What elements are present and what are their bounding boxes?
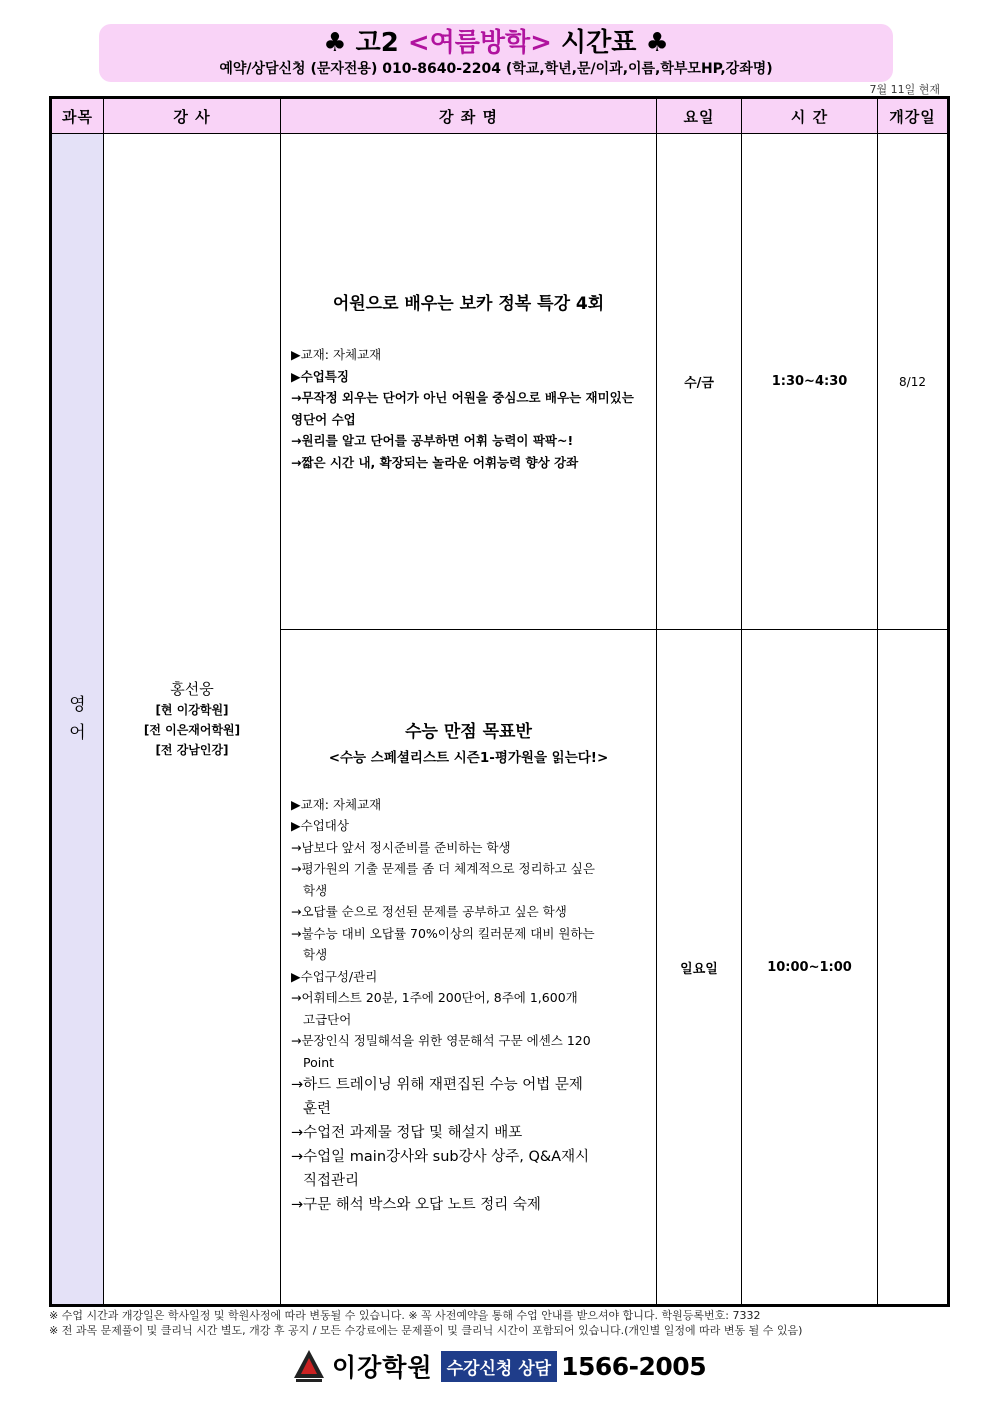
subject-cell xyxy=(51,134,104,1306)
course-line: ▶수업구성/관리 xyxy=(291,968,378,984)
teacher-career: [현 이강학원] xyxy=(155,703,229,717)
course-line: →하드 트레이닝 위해 재편집된 수능 어법 문제 xyxy=(291,1077,583,1094)
course-line: →남보다 앞서 정시준비를 준비하는 학생 xyxy=(291,839,511,855)
table-header-row xyxy=(51,98,949,134)
start-cell xyxy=(878,630,949,1306)
time-cell: 1:30~4:30 xyxy=(742,134,878,630)
subject-char-2: 어 xyxy=(69,723,86,743)
course-line: →무작정 외우는 단어가 아닌 어원을 중심으로 배우는 재미있는 영단어 수업 xyxy=(291,390,634,427)
footnote: ※ 수업 시간과 개강일은 학사일정 및 학원사정에 따라 변동될 수 있습니다. ※ 꼭 사전예약을 통해 수업 안내를 받으셔야 합니다. 학원등록번호: 7332 xyxy=(49,1309,761,1322)
col-days: 요일 xyxy=(657,98,742,134)
col-start: 개강일 xyxy=(878,98,949,134)
teacher-cell xyxy=(104,134,281,1306)
academy-logo-icon xyxy=(290,1348,328,1384)
academy-name: 이강학원 xyxy=(332,1353,433,1382)
course-line: ▶수업대상 xyxy=(291,818,349,834)
course-line: →불수능 대비 오답률 70%이상의 킬러문제 대비 원하는 xyxy=(291,925,595,941)
col-time: 시 간 xyxy=(742,98,878,134)
course-line: ▶교재: 자체교재 xyxy=(291,347,382,362)
course-line: →구문 해석 박스와 오답 노트 정리 숙제 xyxy=(291,1197,541,1214)
teacher-name: 홍선웅 xyxy=(170,680,214,698)
col-teacher: 강 사 xyxy=(104,98,281,134)
course-line: →문장인식 정밀해석을 위한 영문해석 구문 에센스 120 xyxy=(291,1033,591,1049)
course-line: →수업일 main강사와 sub강사 상주, Q&A재시 xyxy=(291,1149,590,1166)
days-cell: 일요일 xyxy=(657,630,742,1306)
course-line: 학생 xyxy=(303,882,328,898)
footnote: ※ 전 과목 문제풀이 및 클리닉 시간 별도, 개강 후 공지 / 모든 수강료에는 문제풀이 및 클리닉 시간이 포함되어 있습니다.(개인별 일정에 따라 변동 될 수 있음) xyxy=(49,1324,803,1337)
course-title: 수능 만점 목표반 xyxy=(405,721,532,742)
course-line: 고급단어 xyxy=(303,1011,352,1027)
course-line: 직접관리 xyxy=(303,1173,360,1190)
grade-label: 고2 xyxy=(355,28,399,58)
course-line: →오답률 순으로 정선된 문제를 공부하고 싶은 학생 xyxy=(291,904,567,920)
title-banner xyxy=(99,24,893,82)
course-line: ▶수업특징 xyxy=(291,368,349,384)
days-cell: 수/금 xyxy=(657,134,742,630)
course-line: →평가원의 기출 문제를 좀 더 체계적으로 정리하고 싶은 xyxy=(291,861,595,877)
academy-footer xyxy=(290,1348,706,1384)
course-line: →짧은 시간 내, 확장되는 놀라운 어휘능력 향상 강좌 xyxy=(291,454,579,470)
club-icon-left: ♣ xyxy=(323,28,347,58)
course-line: Point xyxy=(303,1054,335,1070)
teacher-career: [전 이은재어학원] xyxy=(143,723,241,737)
table-row xyxy=(51,134,949,630)
as-of-date: 7월 11일 현재 xyxy=(869,83,940,96)
season-label: <여름방학> xyxy=(407,28,552,58)
start-cell: 8/12 xyxy=(878,134,949,630)
course-title: 어원으로 배우는 보카 정복 특강 4회 xyxy=(332,294,605,314)
title-tail: 시간표 xyxy=(561,28,637,58)
course-line: →원리를 알고 단어를 공부하면 어휘 능력이 팍팍~! xyxy=(291,433,574,448)
schedule-table xyxy=(49,96,950,1307)
club-icon-right: ♣ xyxy=(645,28,669,58)
page-title xyxy=(99,24,893,60)
academy-phone: 1566-2005 xyxy=(561,1351,707,1381)
course-cell xyxy=(281,630,657,1306)
course-line: ▶교재: 자체교재 xyxy=(291,796,382,812)
subject-char-1: 영 xyxy=(69,695,86,715)
time-cell: 10:00~1:00 xyxy=(742,630,878,1306)
col-subject: 과목 xyxy=(51,98,104,134)
course-subtitle: <수능 스페셜리스트 시즌1-평가원을 읽는다!> xyxy=(328,749,609,766)
course-line: →어휘테스트 20분, 1주에 200단어, 8주에 1,600개 xyxy=(291,990,578,1006)
course-line: 훈련 xyxy=(303,1101,332,1118)
registration-badge: 수강신청 상담 xyxy=(441,1351,557,1382)
course-line: →수업전 과제물 정답 및 해설지 배포 xyxy=(291,1125,523,1142)
course-line: 학생 xyxy=(303,947,328,963)
contact-line: 예약/상담신청 (문자전용) 010-8640-2204 (학교,학년,문/이과,이름,학부모HP,강좌명) xyxy=(219,61,773,77)
col-course: 강 좌 명 xyxy=(281,98,657,134)
teacher-career: [전 강남인강] xyxy=(155,743,229,757)
course-cell xyxy=(281,134,657,630)
